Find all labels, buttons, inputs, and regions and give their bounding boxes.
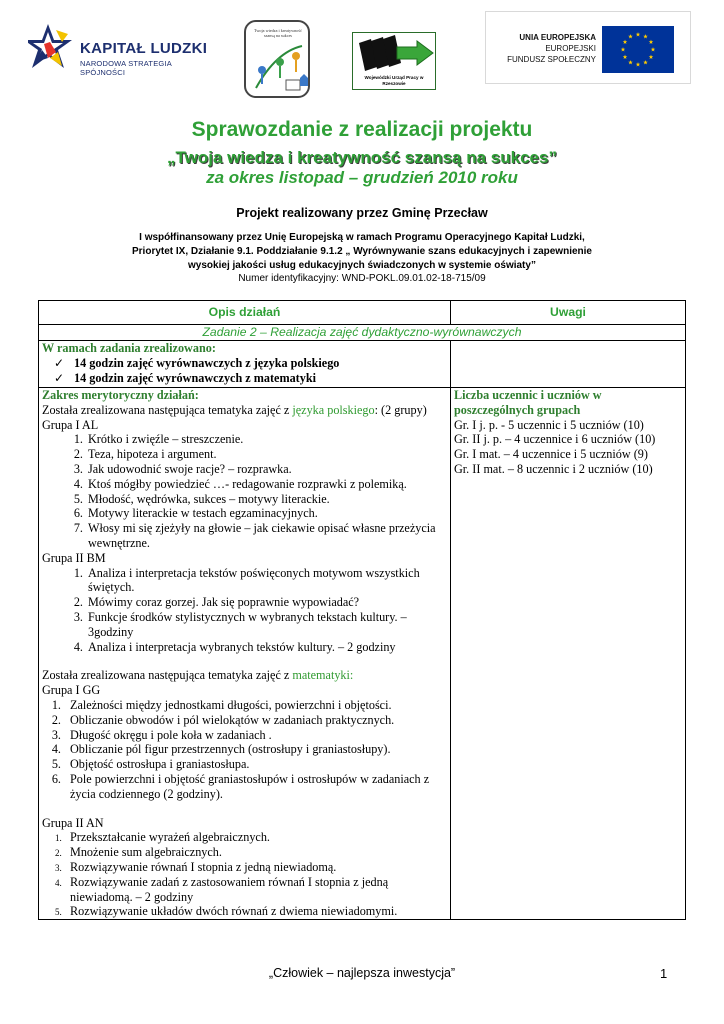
list-item: 1. Analiza i interpretacja tekstów poświęconych motywom wszystkich świętych. [86,566,447,596]
math-intro [42,668,447,683]
wup-arrow-icon [353,33,437,75]
task-title: Zadanie 2 – Realizacja zajęć dydaktyczno-wyrównawczych [39,325,686,341]
polish-intro-text: Została zrealizowana następująca tematyka zajęć z [42,402,290,417]
group-bm-list [42,566,447,655]
list-item: ✓ 14 godzin zajęć wyrównawczych z języka polskiego [74,356,447,371]
group-an-list [42,830,447,919]
realized-notes-cell [451,341,686,388]
realized-cell [39,341,451,388]
notes-item: Gr. I j. p. - 5 uczennic i 5 uczniów (10) [454,417,644,432]
eu-line1: UNIA EUROPEJSKA [519,33,596,42]
kapital-ludzki-emblem-icon [28,22,74,76]
math-intro-text: Została zrealizowana następująca tematyka zajęć z [42,668,290,683]
list-item: 5. Objętość ostrosłupa i graniastosłupa. [64,757,447,772]
list-item: 5. Rozwiązywanie układów dwóch równań z dwiema niewiadomymi. [64,904,447,919]
realized-list [42,356,447,386]
scope-cell [39,388,451,920]
col-header-notes: Uwagi [451,301,686,325]
math-subject: matematyki: [292,668,354,683]
cofinance-text: I współfinansowany przez Unię Europejską w ramach Programu Operacyjnego Kapitał Ludzki, Priorytet IX, Działanie 9.1. Poddziałanie 9.1.2 „ Wyrównywanie szans edukacyjnych i zapewnienie wysokiej jakości usług edukacyjnych świadczonych w systemie oświaty” [132,232,592,271]
list-item: 3. Rozwiązywanie równań I stopnia z jedną niewiadomą. [64,860,447,875]
group-bm-label: Grupa II BM [42,550,106,565]
kapital-ludzki-subtitle: NARODOWA STRATEGIA SPÓJNOŚCI [80,59,172,77]
col-header-description: Opis działań [39,301,451,325]
list-item: 2. Mówimy coraz gorzej. Jak się poprawnie wypowiadać? [86,595,447,610]
spacer [42,654,447,668]
eu-logo [485,11,691,84]
polish-intro [42,403,447,418]
realized-row [39,341,686,388]
notes-heading: Liczba uczennic i uczniów w poszczególnych grupach [454,388,602,417]
page-number: 1 [660,966,668,981]
project-logo [244,20,310,98]
group-gg-label: Grupa I GG [42,683,101,698]
list-item: 2. Teza, hipoteza i argument. [86,447,447,462]
notes-item: Gr. II mat. – 8 uczennic i 2 uczniów (10) [454,461,653,476]
polish-intro-tail: : (2 grupy) [374,402,427,417]
scope-heading: Zakres merytoryczny działań: [42,388,199,402]
spacer [42,802,447,816]
list-item: 1. Przekształcanie wyrażeń algebraicznych. [64,830,447,845]
list-item: 6. Pole powierzchni i objętość graniastosłupów i ostrosłupów w zadaniach z życia codziennego (2 godziny). [64,772,447,802]
list-item: 5. Młodość, wędrówka, sukces – motywy literackie. [86,492,447,507]
list-item: 3. Funkcje środków stylistycznych w wybranych tekstach kultury. – 3godziny [86,610,447,640]
list-item: 3. Długość okręgu i pole koła w zadaniach . [64,728,447,743]
notes-item: Gr. II j. p. – 4 uczennice i 6 uczniów (10) [454,432,656,447]
list-item: 4. Analiza i interpretacja wybranych tekstów kultury. – 2 godziny [86,640,447,655]
group-an-label: Grupa II AN [42,815,104,830]
table-header-row [39,301,686,325]
group-al-label: Grupa I AL [42,417,99,432]
project-identifier: Numer identyfikacyjny: WND-POKL.09.01.02-18-715/09 [238,273,486,284]
task-row [39,325,686,341]
project-figures-icon [246,22,310,98]
report-period: za okres listopad – grudzień 2010 roku [206,168,518,187]
group-al-list [42,432,447,550]
wup-text: Wojewódzki Urząd Pracy w Rzeszowie [364,75,424,86]
implementer-line: Projekt realizowany przez Gminę Przecław [236,206,488,220]
list-item: 2. Mnożenie sum algebraicznych. [64,845,447,860]
project-logo-text: Twoja wiedza i kreatywność szansą na sukces [254,28,302,38]
eu-flag-icon [602,26,674,73]
notes-cell [451,388,686,920]
wup-logo [352,32,436,90]
project-name: „Twoja wiedza i kreatywność szansą na sukces” [167,148,557,167]
list-item: ✓ 14 godzin zajęć wyrównawczych z matematyki [74,371,447,386]
scope-row [39,388,686,920]
eu-line2: EUROPEJSKI [545,44,596,53]
list-item: 3. Jak udowodnić swoje racje? – rozprawka. [86,462,447,477]
report-title: Sprawozdanie z realizacji projektu [191,118,533,141]
list-item: 1. Krótko i zwięźle – streszczenie. [86,432,447,447]
list-item: 4. Rozwiązywanie zadań z zastosowaniem równań I stopnia z jedną niewiadomą. – 2 godziny [64,875,447,905]
polish-subject: języka polskiego [292,402,375,417]
list-item: 7. Włosy mi się zjeżyły na głowie – jak ciekawie opisać własne przeżycia wewnętrzne. [86,521,447,551]
group-gg-list [42,698,447,802]
kapital-ludzki-title: KAPITAŁ LUDZKI [80,40,208,57]
list-item: 4. Obliczanie pól figur przestrzennych (ostrosłupy i graniastosłupy). [64,742,447,757]
footer-slogan: „Człowiek – najlepsza inwestycja” [268,966,456,980]
list-item: 6. Motywy literackie w testach egzaminacyjnych. [86,506,447,521]
list-item: 2. Obliczanie obwodów i pól wielokątów w zadaniach praktycznych. [64,713,447,728]
eu-line3: FUNDUSZ SPOŁECZNY [507,55,596,64]
activities-table [38,300,686,920]
list-item: 1. Zależności między jednostkami długości, powierzchni i objętości. [64,698,447,713]
notes-item: Gr. I mat. – 4 uczennice i 5 uczniów (9) [454,447,648,462]
realized-heading: W ramach zadania zrealizowano: [42,341,216,355]
kapital-ludzki-logo [28,22,218,76]
list-item: 4. Ktoś mógłby powiedzieć …- redagowanie rozprawki z polemiką. [86,477,447,492]
